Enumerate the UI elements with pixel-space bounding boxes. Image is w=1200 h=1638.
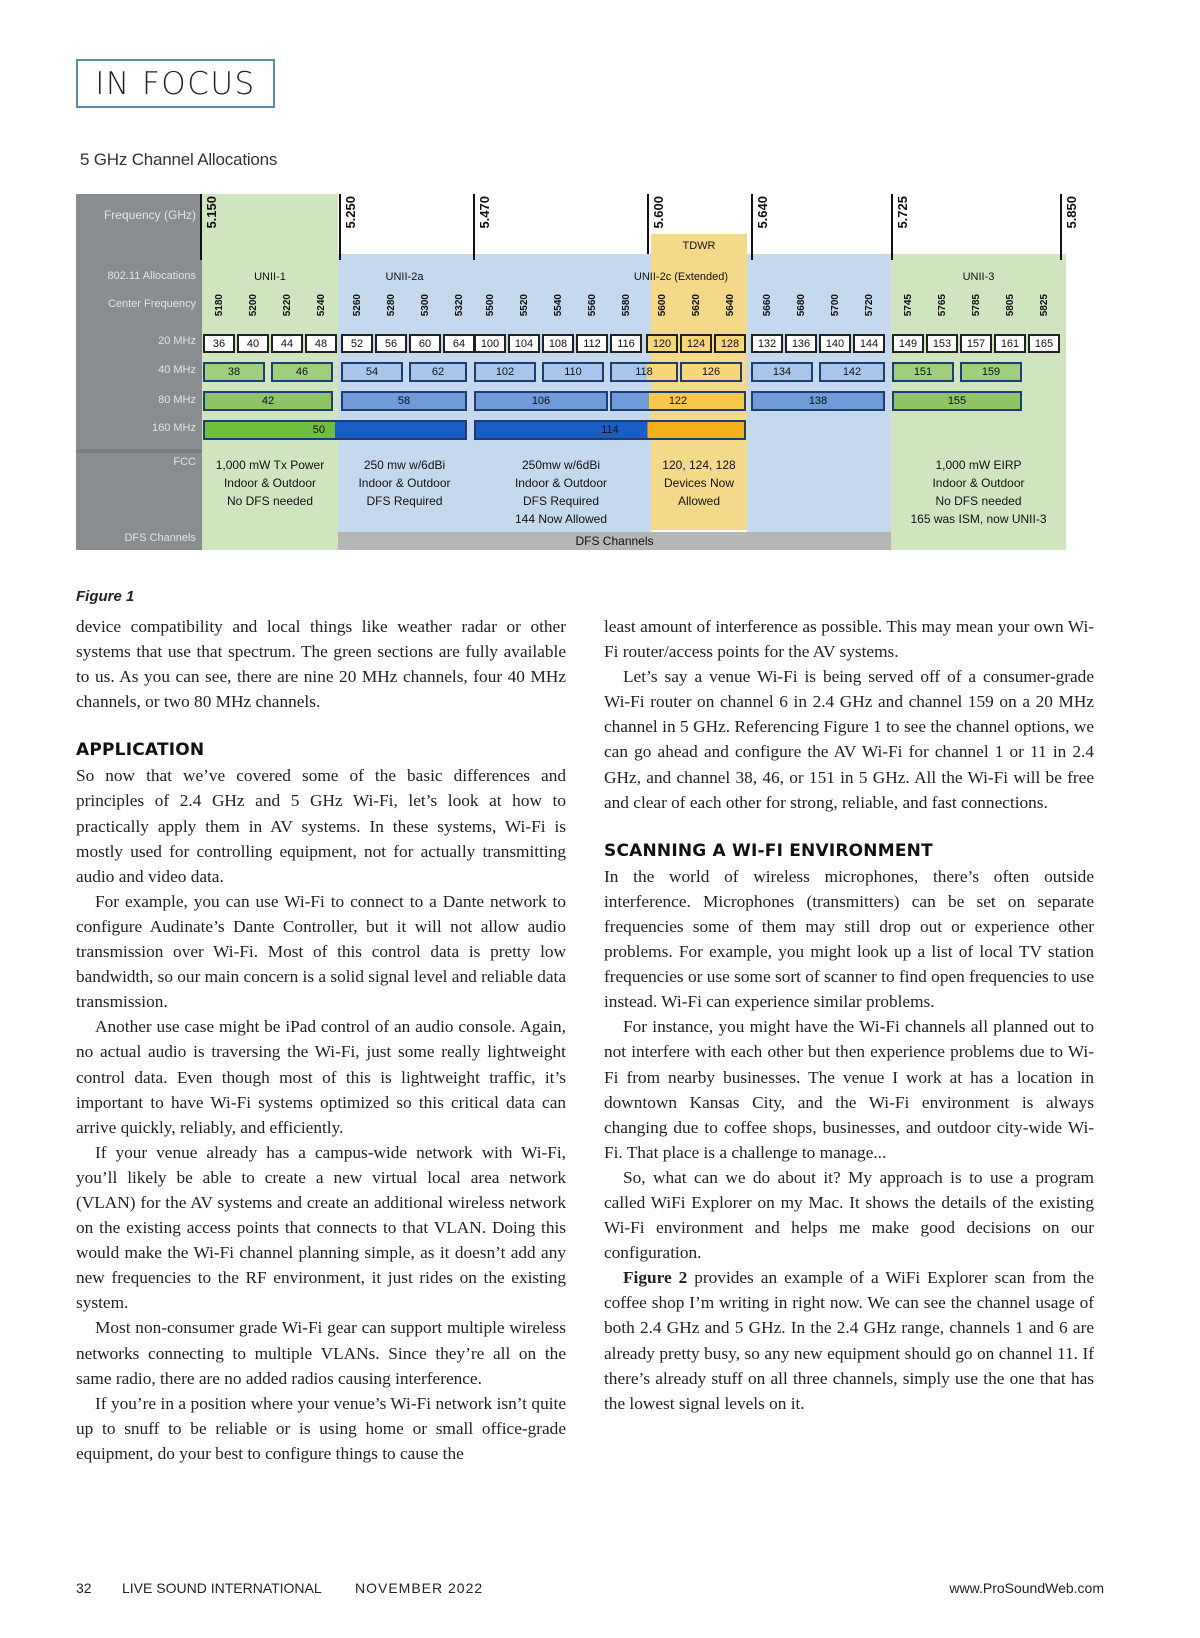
center-frequency: 5700 xyxy=(830,294,841,317)
row-label: 802.11 Allocations xyxy=(107,270,196,282)
fcc-line: Allowed xyxy=(677,494,721,508)
center-frequency: 5785 xyxy=(971,294,982,317)
section-heading: SCANNING A WI-FI ENVIRONMENT xyxy=(604,840,933,861)
allocation-label: UNII-3 xyxy=(962,271,995,283)
center-frequency: 5805 xyxy=(1005,294,1016,317)
channel-20mhz: 153 xyxy=(926,334,958,353)
tdwr-label: TDWR xyxy=(682,240,716,252)
channel-20mhz: 40 xyxy=(237,334,269,353)
channel-allocation-chart xyxy=(76,194,1104,572)
magazine-name: LIVE SOUND INTERNATIONAL xyxy=(122,1580,322,1596)
center-frequency: 5320 xyxy=(454,294,465,317)
figure-title: 5 GHz Channel Allocations xyxy=(80,150,278,169)
center-frequency: 5240 xyxy=(316,294,327,317)
center-frequency: 5280 xyxy=(386,294,397,317)
center-frequency: 5825 xyxy=(1039,294,1050,317)
channel-20mhz: 44 xyxy=(271,334,303,353)
channel-20mhz: 136 xyxy=(785,334,817,353)
channel-160mhz: 114 xyxy=(474,420,746,440)
band-edge-label: 5.725 xyxy=(895,196,910,229)
channel-20mhz: 56 xyxy=(375,334,407,353)
fcc-rules-unii2c xyxy=(471,456,651,528)
fcc-line: DFS Required xyxy=(366,494,443,508)
channel-40mhz: 62 xyxy=(409,362,467,382)
band-edge-label: 5.600 xyxy=(651,196,666,229)
channel-80mhz: 106 xyxy=(474,391,608,411)
channel-20mhz: 48 xyxy=(305,334,337,353)
channel-40mhz: 134 xyxy=(751,362,813,382)
center-frequency: 5765 xyxy=(937,294,948,317)
row-label: 80 MHz xyxy=(158,394,196,406)
channel-20mhz: 149 xyxy=(892,334,924,353)
channel-40mhz: 46 xyxy=(271,362,333,382)
fcc-line: 165 was ISM, now UNII-3 xyxy=(910,512,1047,526)
fcc-line: Devices Now xyxy=(663,476,735,490)
paragraph: If your venue already has a campus-wide network with Wi-Fi, you’ll likely be able to create a new virtual local area network (VLAN) for the AV systems and create an additional wireless network on the existing access points that connects to that VLAN. Doing this would make the Wi-Fi channel planning simple, as it doesn’t add any new frequencies to the RF environment, it just rides on the existing system. xyxy=(76,1142,566,1313)
center-frequency: 5500 xyxy=(485,294,496,317)
channel-20mhz: 52 xyxy=(341,334,373,353)
channel-20mhz: 116 xyxy=(610,334,642,353)
fcc-line: Indoor & Outdoor xyxy=(514,476,608,490)
center-frequency: 5720 xyxy=(864,294,875,317)
channel-80mhz: 138 xyxy=(751,391,885,411)
row-label: FCC xyxy=(173,456,196,468)
channel-20mhz: 104 xyxy=(508,334,540,353)
center-frequency: 5640 xyxy=(725,294,736,317)
center-frequency: 5300 xyxy=(420,294,431,317)
band-edge-label: 5.150 xyxy=(204,196,219,229)
row-label: 20 MHz xyxy=(158,335,196,347)
band-edge-line xyxy=(647,194,649,254)
channel-20mhz: 128 xyxy=(714,334,746,353)
center-frequency: 5540 xyxy=(553,294,564,317)
band-edge-label: 5.250 xyxy=(343,196,358,229)
issue-date: NOVEMBER 2022 xyxy=(355,1580,484,1596)
channel-20mhz: 108 xyxy=(542,334,574,353)
allocation-label: UNII-1 xyxy=(254,271,286,283)
channel-40mhz: 151 xyxy=(892,362,954,382)
article-column-right xyxy=(604,614,1094,1416)
paragraph xyxy=(604,1265,1094,1416)
allocation-label: UNII-2c (Extended) xyxy=(633,271,729,283)
center-frequency: 5520 xyxy=(519,294,530,317)
channel-80mhz: 122 xyxy=(610,391,746,411)
channel-20mhz: 60 xyxy=(409,334,441,353)
band-edge-label: 5.470 xyxy=(477,196,492,229)
center-frequency: 5745 xyxy=(903,294,914,317)
channel-20mhz: 100 xyxy=(474,334,506,353)
paragraph: device compatibility and local things like weather radar or other systems that use that spectrum. The green sections are fully available to us. As you can see, there are nine 20 MHz channels, four 40 MHz channels, or two 80 MHz channels. xyxy=(76,617,566,712)
channel-40mhz: 38 xyxy=(203,362,265,382)
paragraph: So now that we’ve covered some of the basic differences and principles of 2.4 GHz and 5 GHz Wi-Fi, let’s look at how to practically apply them in AV systems. In these systems, Wi-Fi is mostly used for controlling equipment, not for actually transmitting audio and video data. xyxy=(76,766,566,886)
center-frequency: 5620 xyxy=(691,294,702,317)
paragraph: Most non-consumer grade Wi-Fi gear can support multiple wireless networks connecting to multiple VLANs. Since they’re all on the same radio, there are no added radios causing interference. xyxy=(76,1318,566,1388)
channel-20mhz: 124 xyxy=(680,334,712,353)
chart-bottom-pad xyxy=(76,550,1104,572)
channel-80mhz: 42 xyxy=(203,391,333,411)
fcc-rules-tdwr xyxy=(651,456,747,510)
fcc-line: 144 Now Allowed xyxy=(514,512,608,526)
channel-20mhz: 161 xyxy=(994,334,1026,353)
center-frequency: 5200 xyxy=(248,294,259,317)
center-frequency: 5260 xyxy=(352,294,363,317)
band-edge-line xyxy=(339,194,341,260)
band-edge-line xyxy=(473,194,475,260)
band-edge-line xyxy=(891,194,893,260)
fcc-line: Indoor & Outdoor xyxy=(223,476,317,490)
channel-40mhz: 159 xyxy=(960,362,1022,382)
channel-20mhz: 64 xyxy=(443,334,475,353)
paragraph: So, what can we do about it? My approach is to use a program called WiFi Explorer on my Mac. It shows the details of the existing Wi-Fi environment and helps me make good decisions on our configuration. xyxy=(604,1167,1094,1263)
paragraph: In the world of wireless microphones, there’s often outside interference. Microphones (transmitters) can be set on separate frequencies some of them may still drop out or experience other problems. For example, you might look up a list of local TV station frequencies or use some sort of scanner to find open frequencies to use instead. Wi-Fi can experience similar problems. xyxy=(604,866,1094,1012)
row-label: DFS Channels xyxy=(124,532,196,544)
channel-20mhz: 157 xyxy=(960,334,992,353)
channel-80mhz: 58 xyxy=(341,391,467,411)
channel-20mhz: 112 xyxy=(576,334,608,353)
fcc-line: No DFS needed xyxy=(226,494,314,508)
section-tag: IN FOCUS xyxy=(76,59,275,108)
center-frequency: 5180 xyxy=(214,294,225,317)
row-label: 160 MHz xyxy=(151,422,196,434)
article-column-left xyxy=(76,614,566,1466)
channel-40mhz: 126 xyxy=(680,362,742,382)
fcc-rules-unii2a xyxy=(338,456,471,510)
paragraph: Another use case might be iPad control of an audio console. Again, no actual audio is traversing the Wi-Fi, just some really lightweight control data. Even though most of this is lightweight traffic, it’s important to have Wi-Fi systems optimized so this critical data can arrive quickly, reliably, and efficiently. xyxy=(76,1017,566,1137)
row-label-column xyxy=(76,194,202,572)
allocation-label: UNII-2a xyxy=(385,271,424,283)
band-edge-label: 5.850 xyxy=(1064,196,1079,229)
website-link[interactable]: www.ProSoundWeb.com xyxy=(949,1580,1104,1596)
page-number: 32 xyxy=(76,1580,92,1596)
channel-20mhz: 144 xyxy=(853,334,885,353)
channel-20mhz: 36 xyxy=(203,334,235,353)
center-frequency: 5580 xyxy=(621,294,632,317)
center-frequency: 5220 xyxy=(282,294,293,317)
section-heading: APPLICATION xyxy=(76,740,205,761)
channel-80mhz: 155 xyxy=(892,391,1022,411)
paragraph: Let’s say a venue Wi-Fi is being served off of a consumer-grade Wi-Fi router on channel 6 in 2.4 GHz and channel 159 on a 20 MHz channel in 5 GHz. Referencing Figure 1 to see the channel options, we can go ahead and configure the AV Wi-Fi for channel 1 or 11 in 2.4 GHz, and channel 38, 46, or 151 in 5 GHz. All the Wi-Fi will be free and clear of each other for strong, reliable, and fast connections. xyxy=(604,667,1094,812)
fcc-line: No DFS needed xyxy=(935,494,1022,508)
channel-20mhz: 165 xyxy=(1028,334,1060,353)
center-frequency: 5600 xyxy=(657,294,668,317)
paragraph-text: provides an example of a WiFi Explorer scan from the coffee shop I’m writing in right now. We can see the channel usage of both 2.4 GHz and 5 GHz. In the 2.4 GHz range, channels 1 and 6 are already pretty busy, so any new equipment should go on channel 11. If there’s already stuff on all three channels, simply use the one that has the lowest signal levels on it. xyxy=(604,1268,1094,1413)
band-edge-line xyxy=(1060,194,1062,260)
fcc-line: 250mw w/6dBi xyxy=(521,458,601,472)
paragraph: For instance, you might have the Wi-Fi channels all planned out to not interfere with each other but then experience problems due to Wi-Fi from nearby businesses. The venue I work at has a location in downtown Kansas City, and the Wi-Fi environment is always changing due to coffee shops, businesses, and outdoor city-wide Wi-Fi. That place is a challenge to manage... xyxy=(604,1017,1094,1162)
paragraph: least amount of interference as possible. This may mean your own Wi-Fi router/access points for the AV systems. xyxy=(604,617,1094,662)
fcc-line: Indoor & Outdoor xyxy=(358,476,451,490)
center-frequency: 5660 xyxy=(762,294,773,317)
band-edge-line xyxy=(200,194,202,260)
channel-20mhz: 120 xyxy=(646,334,678,353)
channel-20mhz: 140 xyxy=(819,334,851,353)
channel-40mhz: 54 xyxy=(341,362,403,382)
band-edge-line xyxy=(751,194,753,260)
dfs-channels-label: DFS Channels xyxy=(575,534,654,548)
center-frequency: 5560 xyxy=(587,294,598,317)
fcc-line: 1,000 mW Tx Power xyxy=(215,458,325,472)
fcc-line: DFS Required xyxy=(522,494,600,508)
fcc-rules-unii3 xyxy=(891,456,1066,528)
channel-160mhz: 50 xyxy=(203,420,467,440)
row-label: Center Frequency xyxy=(107,298,196,310)
row-label: Frequency (GHz) xyxy=(103,208,196,222)
fcc-line: 120, 124, 128 xyxy=(662,458,736,472)
label-divider xyxy=(76,449,202,453)
fcc-line: Indoor & Outdoor xyxy=(932,476,1025,490)
fcc-line: 250 mw w/6dBi xyxy=(363,458,446,472)
channel-40mhz: 118 xyxy=(610,362,678,382)
fcc-line: 1,000 mW EIRP xyxy=(935,458,1022,472)
channel-40mhz: 110 xyxy=(542,362,604,382)
center-frequency: 5680 xyxy=(796,294,807,317)
paragraph: For example, you can use Wi-Fi to connect to a Dante network to configure Audinate’s Dante Controller, but it will not allow audio transmission over Wi-Fi. Most of this control data is pretty low bandwidth, so our main concern is a solid signal level and reliable data transmission. xyxy=(76,891,566,1012)
channel-40mhz: 102 xyxy=(474,362,536,382)
figure-caption: Figure 1 xyxy=(76,588,135,605)
fcc-rules-unii1 xyxy=(202,456,338,510)
band-edge-label: 5.640 xyxy=(755,196,770,229)
paragraph: If you’re in a position where your venue’s Wi-Fi network isn’t quite up to snuff to be reliable or is using home or small office-grade equipment, do your best to configure things to cause the xyxy=(76,1393,566,1463)
channel-40mhz: 142 xyxy=(819,362,885,382)
row-label: 40 MHz xyxy=(158,364,196,376)
figure-reference: Figure 2 xyxy=(623,1268,688,1288)
channel-20mhz: 132 xyxy=(751,334,783,353)
